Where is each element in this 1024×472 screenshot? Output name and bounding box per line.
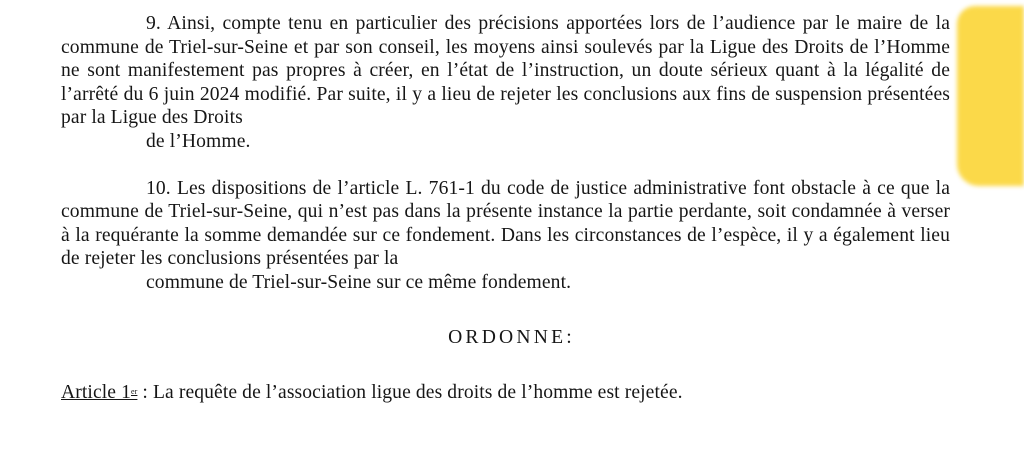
yellow-highlight-mark bbox=[957, 6, 1024, 186]
paragraph-10 bbox=[61, 177, 950, 295]
paragraph-10-last-line: commune de Triel-sur-Seine sur ce même fondement. bbox=[146, 271, 572, 293]
article-1-label-text: Article 1 bbox=[61, 381, 131, 403]
paragraph-10-text: 10. Les dispositions de l’article L. 761-1 du code de justice administrative font obstacle à ce que la commune de Triel-sur-Seine, qui n’est pas dans la présente instance la partie perdante, soit condamnée à verser à la requérante la somme demandée sur ce fondement. Dans les circonstances de l’espèce, il y a également lieu de rejeter les conclusions présentées par la bbox=[61, 177, 950, 269]
paragraph-9 bbox=[61, 12, 950, 153]
article-1-text: : La requête de l’association ligue des droits de l’homme est rejetée. bbox=[137, 381, 683, 403]
article-1 bbox=[61, 380, 950, 405]
paragraph-9-last-line: de l’Homme. bbox=[146, 130, 251, 152]
document-body bbox=[61, 12, 950, 404]
article-1-label bbox=[61, 382, 137, 403]
article-1-superscript: er bbox=[131, 386, 138, 396]
paragraph-9-text: 9. Ainsi, compte tenu en particulier des précisions apportées lors de l’audience par le maire de la commune de Triel-sur-Seine et par son conseil, les moyens ainsi soulevés par la Ligue des Droits de l’Homme ne sont manifestement pas propres à créer, en l’état de l’instruction, un doute sérieux quant à la légalité de l’arrêté du 6 juin 2024 modifié. Par suite, il y a lieu de rejeter les conclusions aux fins de suspension présentées par la Ligue des Droits bbox=[61, 13, 950, 128]
ordonne-heading: ORDONNE: bbox=[448, 327, 575, 348]
